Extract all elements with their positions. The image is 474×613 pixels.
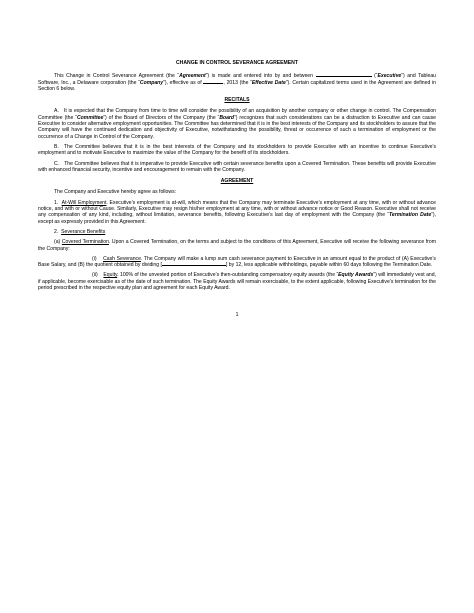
section-title: At-Will Employment	[61, 199, 107, 206]
recital-a	[38, 108, 436, 139]
subsection-text: ] by 12, less applicable withholdings, payable within 60 days following the Termination Date.	[225, 262, 433, 269]
subsection-title: Covered Termination	[61, 239, 109, 246]
defined-term-executive: Executive	[377, 73, 402, 80]
executive-name-blank	[316, 76, 372, 77]
defined-term-company: Company	[139, 79, 164, 86]
intro-text: This Change in Control Severance Agreement (the “	[54, 73, 180, 80]
section-2	[38, 229, 436, 235]
section-2a-ii	[38, 272, 436, 291]
agreement-heading: AGREEMENT	[220, 178, 254, 185]
section-1	[38, 200, 436, 225]
recital-text: ”) recognizes that such considerations can be a distraction to Executive and can cause Executive to consider alternative employment opportunities. The Committee has determined that it is in the best interests of the Company and its stockholders to assure that the Company will have the continued dedication and objectivity of Executive, notwithstanding the possibility, threat or occurrence of such a termination of employment or the occurrence of a Change in Control of the Company.	[38, 114, 436, 140]
intro-text: ”). Certain capitalized terms used in the Agreement are defined in Section 6 below.	[38, 79, 437, 92]
intro-text: ”), effective as of	[163, 79, 202, 86]
intro-text: ”) and Tableau Software, Inc., a Delaware corporation (the “	[38, 73, 436, 86]
subsection-text: . The Company will make a lump sum cash severance payment to Executive in an amount equal to the product of (A) Executive’s Base Salary, and (B) the quotient obtained by dividing [	[38, 255, 436, 269]
effective-date-blank	[203, 83, 223, 84]
page-number: 1	[235, 312, 239, 318]
recital-text: ”) of the Board of Directors of the Company (the “	[103, 114, 220, 121]
document-title: CHANGE IN CONTROL SEVERANCE AGREEMENT	[176, 60, 298, 66]
section-2a	[38, 239, 436, 252]
subsection-label: (ii)	[92, 272, 98, 279]
section-text: ”), except as expressly provided in this Agreement.	[38, 212, 436, 225]
subsection-text: . 100% of the unvested portion of Executive’s then-outstanding compensatory equity awards (the “	[117, 272, 339, 279]
intro-text: (“	[374, 73, 378, 80]
defined-term-termination-date: Termination Date	[388, 212, 432, 219]
intro-paragraph	[38, 73, 436, 92]
section-text: . Executive’s employment is at-will, which means that the Company may terminate Executive’s employment at any time, with or without advance notice, and with or without Cause. Similarly, Executive may resign his/her employment at any time, with or without advance notice or Good Reason. Executive shall not receive any compensation of any kind, including, without limitation, severance benefits, following Executive’s last day of employment with the Company (the “	[38, 199, 436, 219]
subsection-text: ”) will immediately vest and, if applicable, become exercisable as of the date of such termination. The Equity Awards will remain exercisable, to the extent applicable, following Executive’s termination for the period prescribed in the respective equity plan and agreement for each Equity Award.	[38, 272, 436, 292]
subsection-label: (a)	[54, 239, 61, 246]
intro-text: ”) is made and entered into by and between	[205, 73, 313, 80]
agreement-intro: The Company and Executive hereby agree as follows:	[54, 189, 177, 196]
subsection-label: (i)	[92, 255, 97, 262]
recitals-heading: RECITALS	[224, 97, 250, 104]
defined-term-board: Board	[219, 114, 235, 121]
section-number: 1.	[54, 199, 59, 206]
section-number: 2.	[54, 228, 59, 235]
subsection-title: Equity	[103, 272, 118, 279]
quotient-blank	[162, 265, 226, 266]
recital-b: B. The Committee believes that it is in the best interests of the Company and its stockholders to provide Executive with an incentive to continue Executive’s employment and to motivate Executive to maximize the value of the Company for the benefit of its stockholders.	[38, 143, 436, 157]
recital-c: C. The Committee believes that it is imperative to provide Executive with certain severance benefits upon a Covered Termination. These benefits will provide Executive with enhanced financial security, incentive and encouragement to remain with the Company.	[38, 160, 436, 173]
defined-term-agreement: Agreement	[179, 73, 206, 80]
subsection-text: . Upon a Covered Termination, on the terms and subject to the conditions of this Agreement, Executive will receive the following severance from the Company:	[38, 239, 437, 252]
intro-text: , 2013 (the “	[223, 79, 252, 86]
section-2a-i	[38, 256, 436, 269]
defined-term-effective-date: Effective Date	[251, 79, 286, 86]
recital-text: A. It is expected that the Company from time to time will consider the possibility of an acquisition by another company or other change in control. The Compensation Committee (the “	[38, 108, 436, 121]
subsection-title: Cash Severance	[103, 255, 141, 262]
defined-term-equity-awards: Equity Awards	[338, 272, 374, 279]
section-title: Severance Benefits	[61, 228, 106, 235]
document-page	[38, 60, 436, 295]
defined-term-committee: Committee	[77, 114, 104, 121]
